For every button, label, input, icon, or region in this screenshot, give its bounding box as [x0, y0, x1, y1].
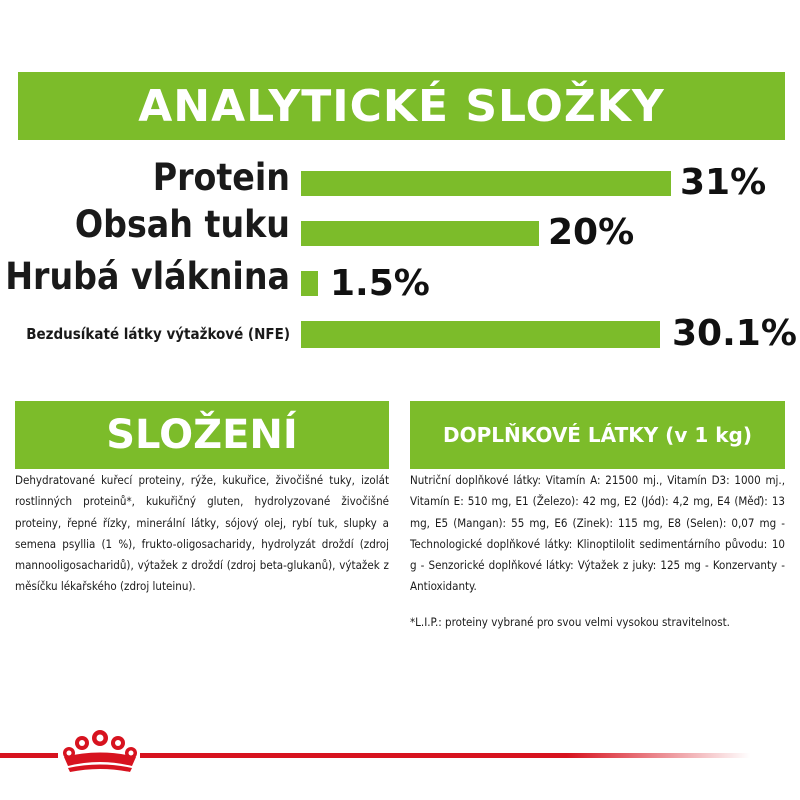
- row-label-nfe: Bezdusíkaté látky výtažkové (NFE): [26, 325, 290, 343]
- composition-title: SLOŽENÍ: [106, 412, 298, 458]
- crown-icon: [58, 728, 142, 774]
- value-nfe: 30.1%: [672, 313, 797, 354]
- row-label-fiber: Hrubá vláknina: [5, 255, 290, 298]
- bar-fiber: [301, 271, 318, 296]
- additives-title-band: [410, 401, 785, 469]
- bar-nfe: [301, 321, 660, 348]
- value-fiber: 1.5%: [330, 263, 430, 304]
- composition-title-band: [15, 401, 389, 469]
- additives-text: Nutriční doplňkové látky: Vitamín A: 21500 mj., Vitamín D3: 1000 mj., Vitamín E: 510 mg, E1 (Železo): 42 mg, E2 (Jód): 4,2 mg, E4 (Měď): 13 mg, E5 (Mangan): 55 mg, E6 (Zinek): 115 mg, E8 (Selen): 0,07 mg - Technologické doplňkové látky: Klinoptilolit sedimentárního původu: 10 g - Senzorické doplňkové látky: Výtažek z juky: 125 mg - Konzervanty - Antioxidanty.: [410, 473, 785, 594]
- composition-text: Dehydratované kuřecí proteiny, rýže, kukuřice, živočišné tuky, izolát rostlinných proteinů*, kukuřičný gluten, hydrolyzované živočišné proteiny, řepné řízky, minerální látky, sójový olej, rybí tuk, slupky a semena psyllia (1 %), frukto-oligosacharidy, hydrolyzát droždí (zdroj mannooligosacharidů), výtažek z droždí (zdroj beta-glukanů), výtažek z měsíčku lékařského (zdroj luteinu).: [15, 473, 389, 594]
- bar-protein: [301, 171, 671, 196]
- analytical-title-band: [18, 72, 785, 140]
- value-fat: 20%: [548, 212, 635, 253]
- footer-red-line-right: [140, 753, 750, 758]
- value-protein: 31%: [680, 162, 767, 203]
- row-label-protein: Protein: [152, 156, 290, 199]
- footer-red-line-left: [0, 753, 58, 758]
- bar-fat: [301, 221, 539, 246]
- row-label-fat: Obsah tuku: [74, 203, 290, 246]
- analytical-title: ANALYTICKÉ SLOŽKY: [138, 80, 665, 132]
- additives-title: DOPLŇKOVÉ LÁTKY (v 1 kg): [443, 423, 752, 447]
- additives-note: *L.I.P.: proteiny vybrané pro svou velmi vysokou stravitelnost.: [410, 615, 730, 629]
